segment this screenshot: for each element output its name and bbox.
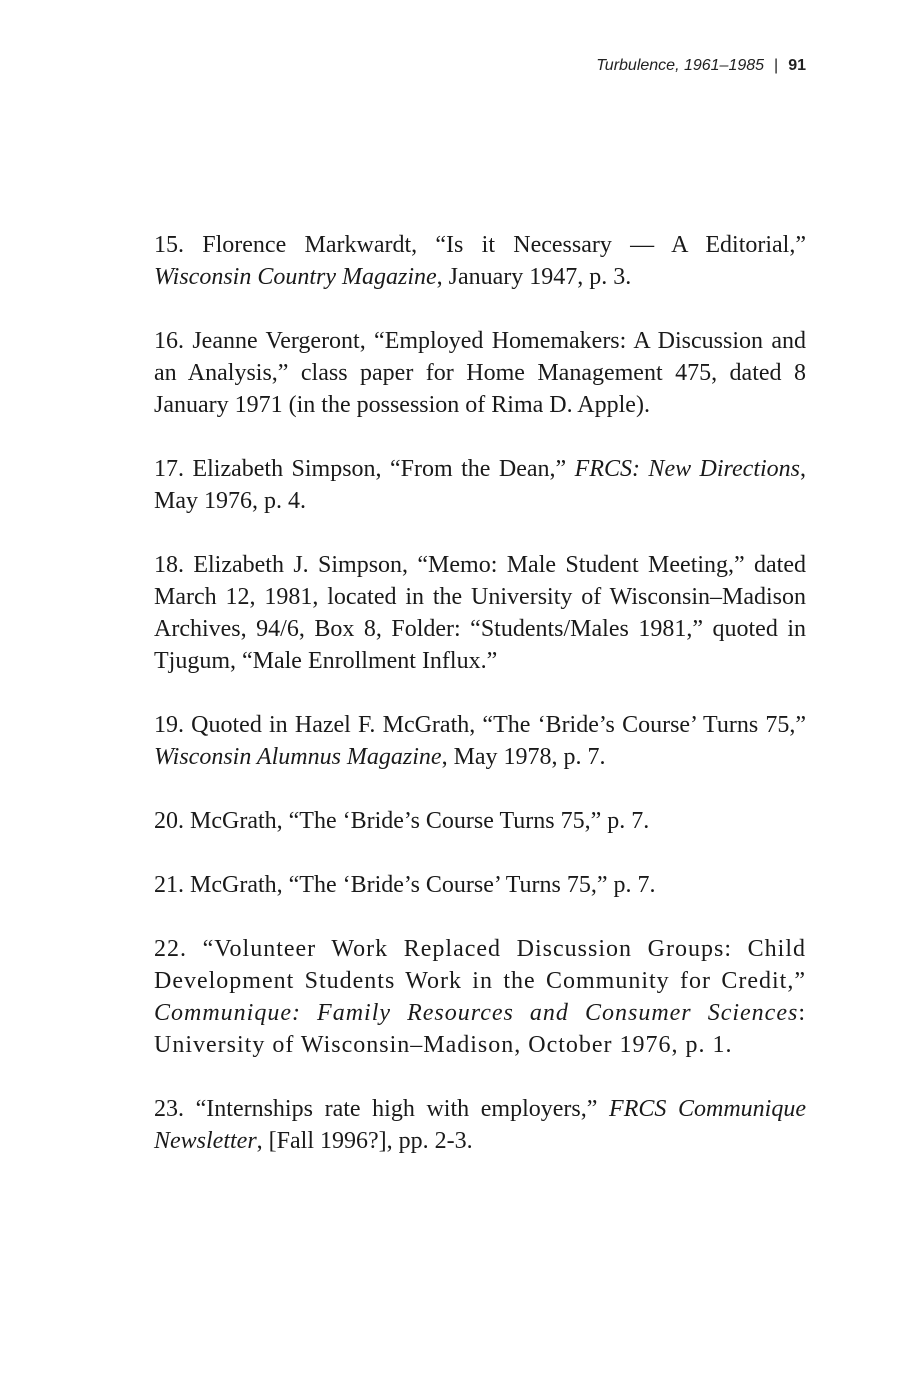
endnote-23 — [154, 1093, 806, 1157]
note-text: Quoted in Hazel F. McGrath, “The ‘Bride’s Course’ Turns 75,” — [184, 712, 806, 738]
note-text: McGrath, “The ‘Bride’s Course’ Turns 75,” p. 7. — [184, 872, 656, 898]
note-text: “Internships rate high with employers,” — [184, 1096, 610, 1122]
publication-title: Wisconsin Alumnus Magazine — [154, 744, 442, 770]
publication-title: Communique: Family Resources and Consumer Sciences — [154, 1000, 799, 1026]
note-text: Jeanne Vergeront, “Employed Homemakers: A Discussion and an Analysis,” class paper for Home Management 475, dated 8 January 1971 (in the possession of Rima D. Apple). — [154, 328, 806, 418]
note-number: 21. — [154, 872, 184, 898]
note-text-tail: , January 1947, p. 3. — [436, 264, 632, 290]
note-text: “Volunteer Work Replaced Discussion Groups: Child Development Students Work in the Community for Credit,” — [154, 936, 806, 994]
note-text: McGrath, “The ‘Bride’s Course Turns 75,” p. 7. — [184, 808, 650, 834]
note-number: 20. — [154, 808, 184, 834]
publication-title: FRCS Communique Newsletter — [154, 1096, 807, 1154]
note-text-tail: , May 1976, p. 4. — [154, 456, 806, 514]
note-number: 16. — [154, 328, 184, 354]
endnote-18 — [154, 549, 806, 677]
note-number: 23. — [154, 1096, 184, 1122]
endnote-22 — [154, 933, 806, 1061]
endnote-21 — [154, 869, 806, 901]
note-text: Elizabeth J. Simpson, “Memo: Male Student Meeting,” dated March 12, 1981, located in the University of Wisconsin–Madison Archives, 94/6, Box 8, Folder: “Students/Males 1981,” quoted in Tjugum, “Male Enrollment Influx.” — [154, 552, 806, 674]
header-separator: | — [774, 57, 779, 74]
note-text-tail: , [Fall 1996?], pp. 2-3. — [256, 1128, 473, 1154]
note-number: 15. — [154, 232, 184, 258]
note-number: 22. — [154, 936, 187, 962]
endnotes-list — [154, 229, 806, 1189]
running-title: Turbulence, 1961–1985 — [596, 57, 765, 74]
endnote-20 — [154, 805, 806, 837]
note-text: Elizabeth Simpson, “From the Dean,” — [184, 456, 575, 482]
note-number: 18. — [154, 552, 184, 578]
endnote-17 — [154, 453, 806, 517]
page-number: 91 — [788, 57, 806, 74]
note-number: 17. — [154, 456, 184, 482]
endnote-19 — [154, 709, 806, 773]
running-head — [596, 54, 806, 78]
endnote-16 — [154, 325, 806, 421]
note-text-tail: : University of Wisconsin–Madison, October 1976, p. 1. — [154, 1000, 806, 1058]
note-text-tail: , May 1978, p. 7. — [441, 744, 606, 770]
publication-title: Wisconsin Country Magazine — [154, 264, 437, 290]
note-number: 19. — [154, 712, 184, 738]
publication-title: FRCS: New Directions — [574, 456, 800, 482]
endnote-15 — [154, 229, 806, 293]
note-text: Florence Markwardt, “Is it Necessary — A Editorial,” — [184, 232, 806, 258]
